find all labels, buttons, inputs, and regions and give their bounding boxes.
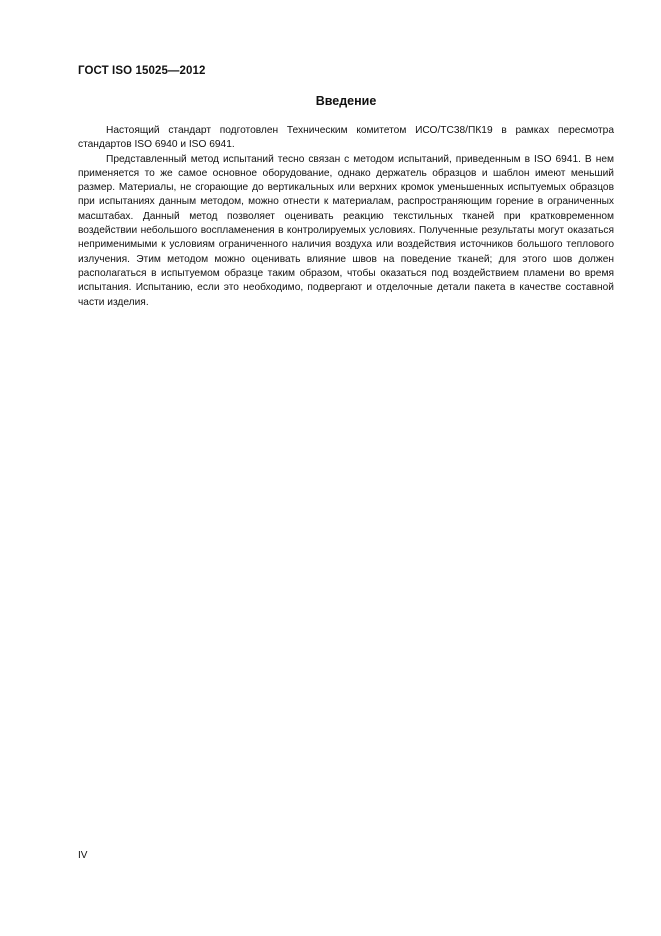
paragraph-1: Настоящий стандарт подготовлен Техническим комитетом ИСО/ТС38/ПК19 в рамках пересмотра стандартов ISO 6940 и ISO 6941. xyxy=(78,125,614,151)
paragraph-2: Представленный метод испытаний тесно связан с методом испытаний, приведенным в ISO 6941. В нем применяется то же самое основное оборудование, однако держатель образцов и шаблон имеют меньший размер. Материалы, не сгорающие до вертикальных или верхних кромок уменьшенных испытуемых образцов при испытаниях данным методом, можно отнести к материалам, распространяющим горение в ограниченных масштабах. Данный метод позволяет оценивать реакцию текстильных тканей при кратковременном воздействии небольшого воспламенения в контролируемых условиях. Полученные результаты могут оказаться неприменимыми к условиям ограниченного наличия воздуха или воздействия источников большого теплового излучения. Этим методом можно оценивать влияние швов на поведение тканей; для этого шов должен располагаться в испытуемом образце таким образом, чтобы оказаться под воздействием пламени во время испытания. Испытанию, если это необходимо, подвергают и отделочные детали пакета в качестве составной части изделия. xyxy=(78,153,614,308)
document-header: ГОСТ ISO 15025—2012 xyxy=(78,65,206,77)
section-title: Введение xyxy=(315,94,377,108)
page-number: IV xyxy=(78,850,88,861)
body-text xyxy=(78,124,614,310)
